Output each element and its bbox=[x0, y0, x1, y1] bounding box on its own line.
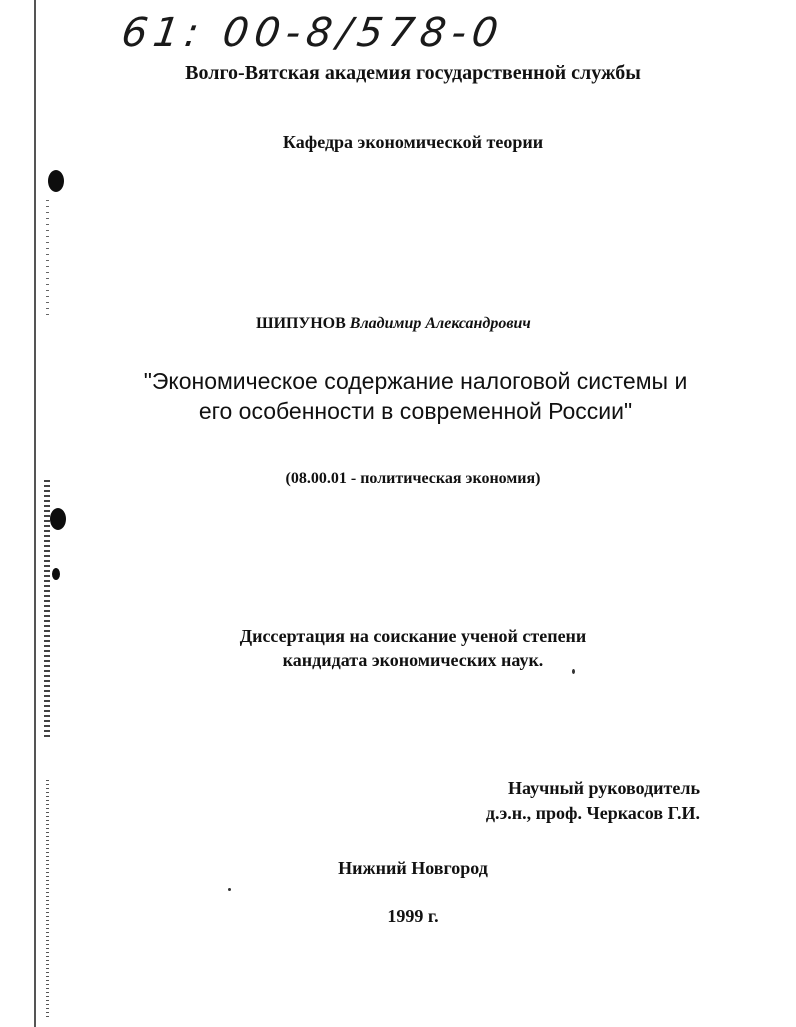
binding-hole-mark bbox=[50, 508, 66, 530]
title-line-2: его особенности в современной России" bbox=[198, 398, 633, 424]
binding-hole-mark bbox=[52, 568, 60, 580]
scan-margin-noise bbox=[46, 200, 49, 320]
degree-line-1: Диссертация на соискание ученой степени bbox=[239, 626, 587, 646]
author-given-names: Владимир Александрович bbox=[349, 315, 531, 332]
author-name bbox=[256, 315, 531, 333]
supervisor-role: Научный руководитель bbox=[508, 778, 700, 798]
academy-name: Волго-Вятская академия государственной службы bbox=[185, 62, 641, 84]
scan-speck bbox=[228, 888, 231, 891]
city: Нижний Новгород bbox=[338, 858, 488, 878]
degree-statement bbox=[0, 624, 796, 672]
supervisor-block bbox=[486, 776, 700, 826]
year: 1999 г. bbox=[387, 906, 439, 926]
handwritten-archive-code: 61: 00-8/578-0 bbox=[118, 10, 507, 56]
supervisor-name: д.э.н., проф. Черкасов Г.И. bbox=[485, 803, 700, 823]
binding-hole-mark bbox=[48, 170, 64, 192]
dissertation-title bbox=[0, 366, 796, 426]
title-line-1: "Экономическое содержание налоговой системы и bbox=[143, 368, 688, 394]
department-name: Кафедра экономической теории bbox=[282, 132, 544, 152]
scan-margin-noise bbox=[46, 780, 49, 1020]
author-surname: ШИПУНОВ bbox=[256, 315, 346, 332]
degree-line-2: кандидата экономических наук. bbox=[282, 650, 544, 670]
specialty-code: (08.00.01 - политическая экономия) bbox=[285, 470, 541, 487]
